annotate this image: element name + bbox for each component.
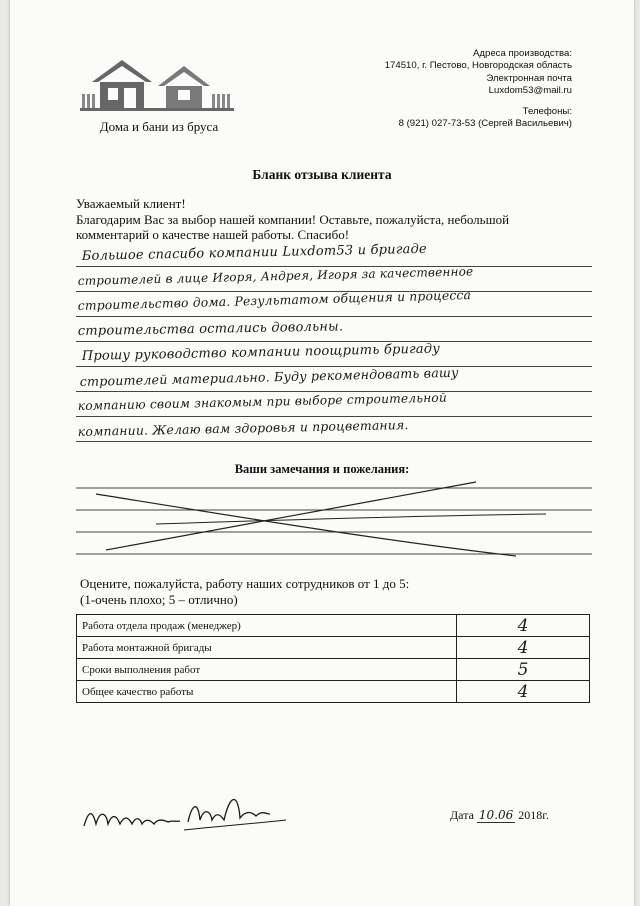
house-logo-icon	[78, 52, 238, 118]
email-text: Luxdom53@mail.ru	[488, 85, 572, 97]
form-intro	[76, 196, 576, 243]
criterion-score: 4	[457, 615, 590, 637]
greeting: Уважаемый клиент!	[76, 196, 186, 211]
feedback-form-sheet	[10, 0, 634, 906]
date-value: 10.06	[478, 808, 514, 822]
table-row	[77, 681, 590, 703]
date-year: 2018г.	[518, 808, 549, 822]
ruled-line	[76, 341, 592, 342]
feedback-line: Прошу руководство компании поощрить бригаду	[81, 341, 441, 364]
criterion-label: Сроки выполнения работ	[77, 659, 457, 681]
phones-label: Телефоны:	[522, 105, 572, 117]
remarks-title: Ваши замечания и пожелания:	[234, 462, 410, 476]
intro-line-1: Благодарим Вас за выбор нашей компании! Оставьте, пожалуйста, небольшой	[76, 211, 510, 227]
signature-image	[80, 790, 290, 836]
feedback-line: компании. Желаю вам здоровья и процветания.	[77, 417, 409, 439]
ruled-line	[76, 441, 592, 442]
table-row	[77, 615, 590, 637]
table-row	[77, 637, 590, 659]
ruled-line	[76, 316, 592, 317]
feedback-line: компанию своим знакомым при выборе строительной	[77, 390, 448, 413]
table-row	[77, 659, 590, 681]
feedback-line: строительство дома. Результатом общения и процесса	[77, 288, 472, 313]
address-label: Адреса производства:	[473, 48, 572, 59]
company-contacts	[272, 48, 572, 130]
intro-line-2: комментарий о качестве нашей работы. Спасибо!	[76, 227, 350, 242]
feedback-line: Большое спасибо компании Luxdom53 и бригаде	[81, 241, 427, 264]
rating-table	[76, 614, 590, 703]
email-label: Электронная почта	[486, 72, 572, 84]
address-text: 174510, г. Пестово, Новгородская область	[384, 60, 572, 72]
criterion-score: 4	[457, 637, 590, 659]
feedback-line: строителей материально. Буду рекомендовать вашу	[79, 364, 459, 389]
criterion-score: 4	[457, 681, 590, 703]
rating-prompt	[80, 576, 580, 607]
criterion-label: Общее качество работы	[77, 681, 457, 703]
feedback-line: строителей в лице Игоря, Андрея, Игоря за качественное	[77, 264, 474, 288]
criterion-label: Работа монтажной бригады	[77, 637, 457, 659]
feedback-area	[76, 241, 592, 454]
company-tagline: Дома и бани из бруса	[99, 119, 219, 134]
criterion-label: Работа отдела продаж (менеджер)	[77, 615, 457, 637]
form-title: Бланк отзыва клиента	[252, 167, 392, 182]
date-field	[450, 808, 549, 823]
feedback-line: строительства остались довольны.	[77, 319, 344, 339]
ruled-line	[76, 416, 592, 417]
rating-prompt-line-1: Оцените, пожалуйста, работу наших сотрудников от 1 до 5:	[80, 576, 410, 591]
date-label: Дата	[450, 808, 474, 822]
rating-prompt-line-2: (1-очень плохо; 5 – отлично)	[80, 591, 238, 607]
remarks-area-crossed	[76, 480, 592, 560]
phone-text: 8 (921) 027-73-53 (Сергей Васильевич)	[398, 118, 572, 130]
criterion-score: 5	[457, 659, 590, 681]
ruled-line	[76, 391, 592, 392]
